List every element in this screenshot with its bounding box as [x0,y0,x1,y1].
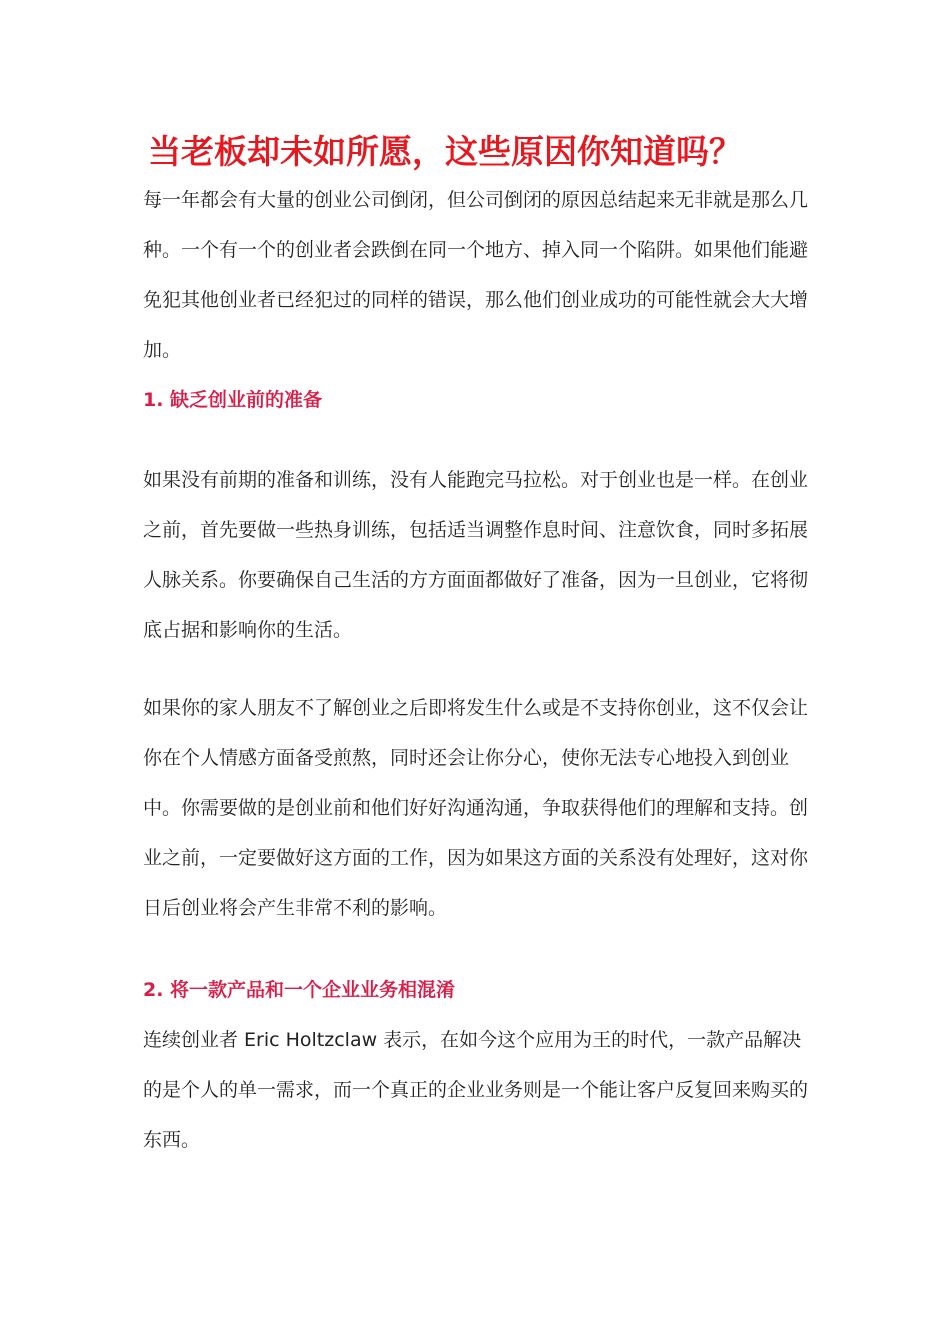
section-heading-1: 1. 缺乏创业前的准备 [143,389,323,411]
section-2-paragraph-1: 连续创业者 Eric Holtzclaw 表示，在如今这个应用为王的时代，一款产品解决的是个人的单一需求，而一个真正的企业业务则是一个能让客户反复回来购买的东西。 [143,1029,809,1151]
article-body [143,175,808,1165]
article-title: 当老板却未如所愿，这些原因你知道吗？ [148,132,742,171]
intro-paragraph: 每一年都会有大量的创业公司倒闭，但公司倒闭的原因总结起来无非就是那么几种。一个有一个的创业者会跌倒在同一个地方、掉入同一个陷阱。如果他们能避免犯其他创业者已经犯过的同样的错误，那么他们创业成功的可能性就会大大增加。 [143,189,809,361]
section-1-paragraph-2: 如果你的家人朋友不了解创业之后即将发生什么或是不支持你创业，这不仅会让你在个人情感方面备受煎熬，同时还会让你分心，使你无法专心地投入到创业中。你需要做的是创业前和他们好好沟通沟通，争取获得他们的理解和支持。创业之前，一定要做好这方面的工作，因为如果这方面的关系没有处理好，这对你日后创业将会产生非常不利的影响。 [143,697,809,919]
section-heading-2: 2. 将一款产品和一个企业业务相混淆 [143,979,456,1001]
section-1-paragraph-1: 如果没有前期的准备和训练，没有人能跑完马拉松。对于创业也是一样。在创业之前，首先要做一些热身训练，包括适当调整作息时间、注意饮食，同时多拓展人脉关系。你要确保自己生活的方方面面都做好了准备，因为一旦创业，它将彻底占据和影响你的生活。 [143,469,809,641]
